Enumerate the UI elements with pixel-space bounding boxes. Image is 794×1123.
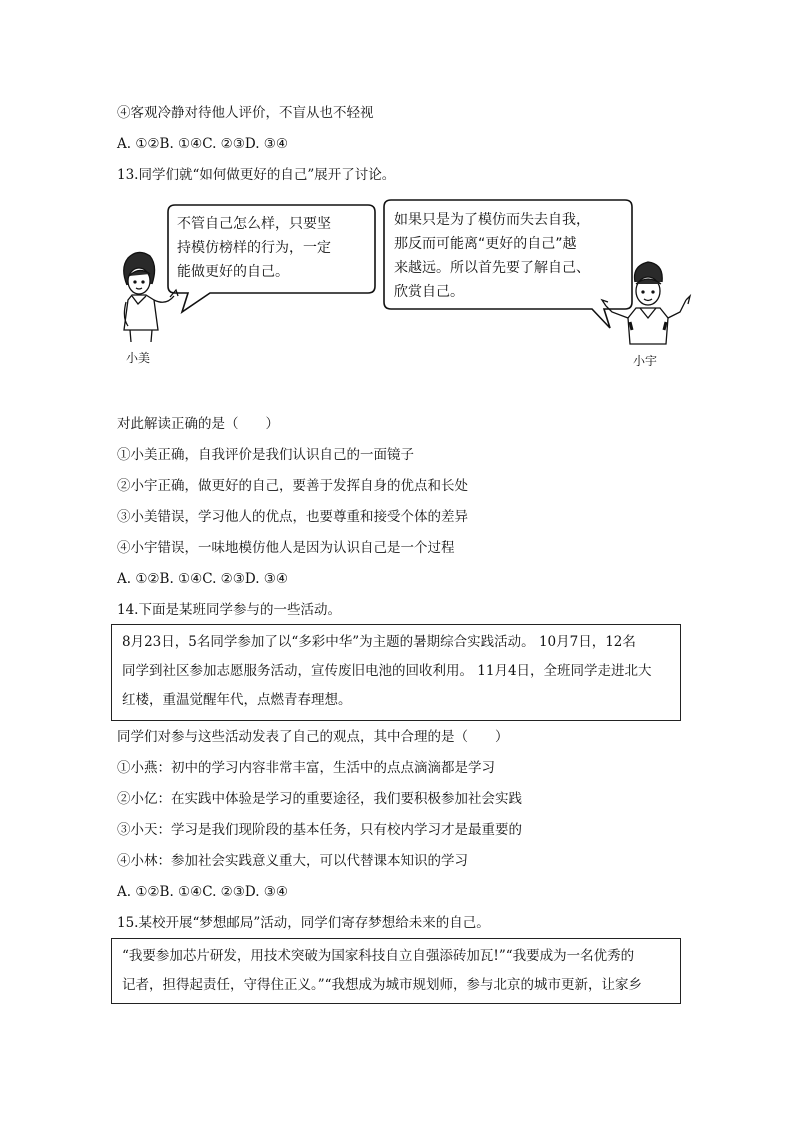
dreams-line: “我要参加芯片研发，用技术突破为国家科技自立自强添砖加瓦!”“我要成为一名优秀的 [122, 948, 635, 964]
left-bubble-line: 不管自己怎么样，只要坚 [177, 216, 331, 232]
question-14-prompt: 同学们对参与这些活动发表了自己的观点，其中合理的是（ ） [117, 729, 509, 745]
option-3-text: ③小天：学习是我们现阶段的基本任务，只有校内学习才是最重要的 [117, 822, 522, 838]
left-bubble-line: 能做更好的自己。 [177, 264, 289, 280]
right-bubble-line: 那反而可能离“更好的自己”越 [394, 236, 577, 252]
option-4-text: ④小林：参加社会实践意义重大，可以代替课本知识的学习 [117, 853, 468, 869]
name-label-xiaomei: 小美 [126, 351, 151, 365]
activities-box [111, 624, 681, 721]
option-1-text: ①小燕：初中的学习内容非常丰富，生活中的点点滴滴都是学习 [117, 760, 495, 776]
name-label-xiaoyu: 小宇 [633, 354, 658, 368]
dreams-line: 记者，担得起责任，守得住正义。”“我想成为城市规划师，参与北京的城市更新，让家乡 [122, 977, 643, 993]
option-4-text: ④客观冷静对待他人评价，不盲从也不轻视 [117, 105, 374, 121]
right-bubble-line: 来越远。所以首先要了解自己、 [394, 260, 590, 276]
answer-choices: A. ①②B. ①④C. ②③D. ③④ [117, 136, 289, 152]
right-bubble-line: 欣赏自己。 [394, 284, 464, 300]
left-bubble-line: 持模仿榜样的行为，一定 [177, 240, 331, 256]
dreams-box [111, 938, 681, 1004]
option-2-text: ②小亿：在实践中体验是学习的重要途径，我们要积极参加社会实践 [117, 791, 522, 807]
activities-line: 红楼，重温觉醒年代，点燃青春理想。 [122, 692, 352, 708]
option-3-text: ③小美错误，学习他人的优点，也要尊重和接受个体的差异 [117, 509, 468, 525]
question-13-stem: 13.同学们就“如何做更好的自己”展开了讨论。 [117, 167, 396, 183]
option-2-text: ②小宇正确，做更好的自己，要善于发挥自身的优点和长处 [117, 478, 468, 494]
activities-line: 8月23日，5名同学参加了以“多彩中华”为主题的暑期综合实践活动。 10月7日，12名 [122, 634, 636, 650]
answer-choices: A. ①②B. ①④C. ②③D. ③④ [117, 884, 289, 900]
option-4-text: ④小宇错误，一味地模仿他人是因为认识自己是一个过程 [117, 540, 455, 556]
activities-line: 同学到社区参加志愿服务活动，宣传废旧电池的回收利用。 11月4日，全班同学走进北大 [122, 663, 652, 679]
answer-choices: A. ①②B. ①④C. ②③D. ③④ [117, 571, 289, 587]
option-1-text: ①小美正确，自我评价是我们认识自己的一面镜子 [117, 447, 414, 463]
right-bubble-line: 如果只是为了模仿而失去自我， [394, 212, 590, 228]
question-14-stem: 14.下面是某班同学参与的一些活动。 [117, 602, 341, 618]
question-13-prompt: 对此解读正确的是（ ） [117, 416, 279, 432]
left-bubble-text [177, 212, 331, 284]
question-15-stem: 15.某校开展“梦想邮局”活动，同学们寄存梦想给未来的自己。 [117, 915, 490, 931]
right-bubble-text [394, 208, 590, 304]
